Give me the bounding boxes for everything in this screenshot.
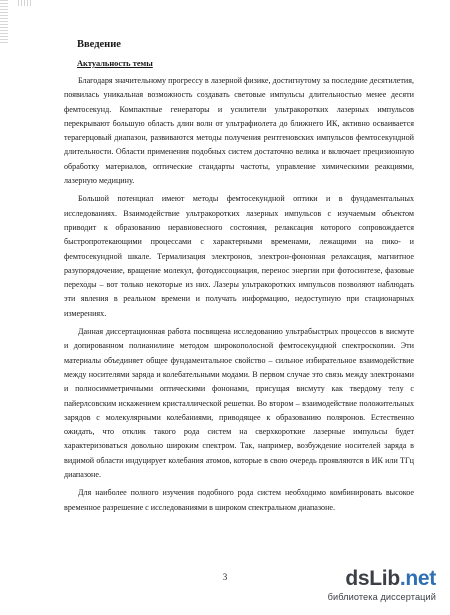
section-title: Введение [77,39,121,50]
watermark-logo [328,568,436,589]
page-number: 3 [222,572,228,582]
paragraph-3: Данная диссертационная работа посвящена исследованию ультрабыстрых процессов в висмуте и допированном полианилине методом широкополосной фемтосекундной спектроскопии. Эти материалы объединяет общее фундаментальное свойство – сильное избирательное взаимодействие между носителями заряда и колебательными модами. В первом случае это связь между электронами и полносимметричными оптическими фононами, присущая висмуту как твердому телу с пайерлсовским искажением кристаллической решетки. Во втором – взаимодействие положительных зарядов с молекулярными колебаниями, приводящее к образованию поляронов. Естественно ожидать, что отклик такого рода систем на сверхкороткие лазерные импульсы будет характеризоваться довольно широким спектром. Так, например, возбуждение носителей заряда в видимой области индуцирует колебания атомов, которые в свою очередь проявляются в ИК или ТГц диапазоне. [64,327,414,480]
paragraph-1: Благодаря значительному прогрессу в лазерной физике, достигнутому за последние десятилетия, появилась уникальная возможность создавать световые импульсы длительностью менее десяти фемтосекунд. Компактные генераторы и усилители ультракоротких лазерных импульсов перекрывают большую область длин волн от ультрафиолета до ближнего ИК, активно осваивается терагерцовый диапазон, развиваются методы получения рентгеновских импульсов фемтосекундной длительности. Области применения подобных систем достаточно велика и включает прецизионную обработку материалов, оптические стандарты частоты, управление химическими реакциями, лазерную медицину. [64,76,414,186]
watermark-caption: библиотека диссертаций [327,592,436,602]
scan-edge-texture [18,0,32,6]
watermark-logo-main: dsLib [345,567,400,590]
scan-edge-texture [0,0,8,44]
watermark[interactable] [328,568,436,602]
document-body [64,74,414,515]
section-subtitle: Актуальность темы [77,59,153,68]
watermark-logo-suffix: .net [399,567,436,590]
paragraph-2: Большой потенциал имеют методы фемтосекундной оптики и в фундаментальных исследованиях. Взаимодействие ультракоротких лазерных импульсов с изучаемым объектом приводит к образованию неравновесного состояния, релаксация которого сопровождается быстропротекающими процессами с характерными временами, лежащими на пико- и фемтосекундной шкале. Термализация электронов, электрон-фононная релаксация, магнитное разупорядочение, вращение молекул, фотодиссоциация, перенос энергии при фотосинтезе, фазовые переходы – вот только некоторые из них. Лазеры ультракоротких импульсов позволяют наблюдать эти явления в реальном времени и получать информацию, недоступную при стационарных измерениях. [64,194,414,318]
paragraph-4: Для наиболее полного изучения подобного рода систем необходимо комбинировать высокое временное разрешение с исследованиями в широком спектральном диапазоне. [64,488,414,512]
document-page [64,38,414,515]
